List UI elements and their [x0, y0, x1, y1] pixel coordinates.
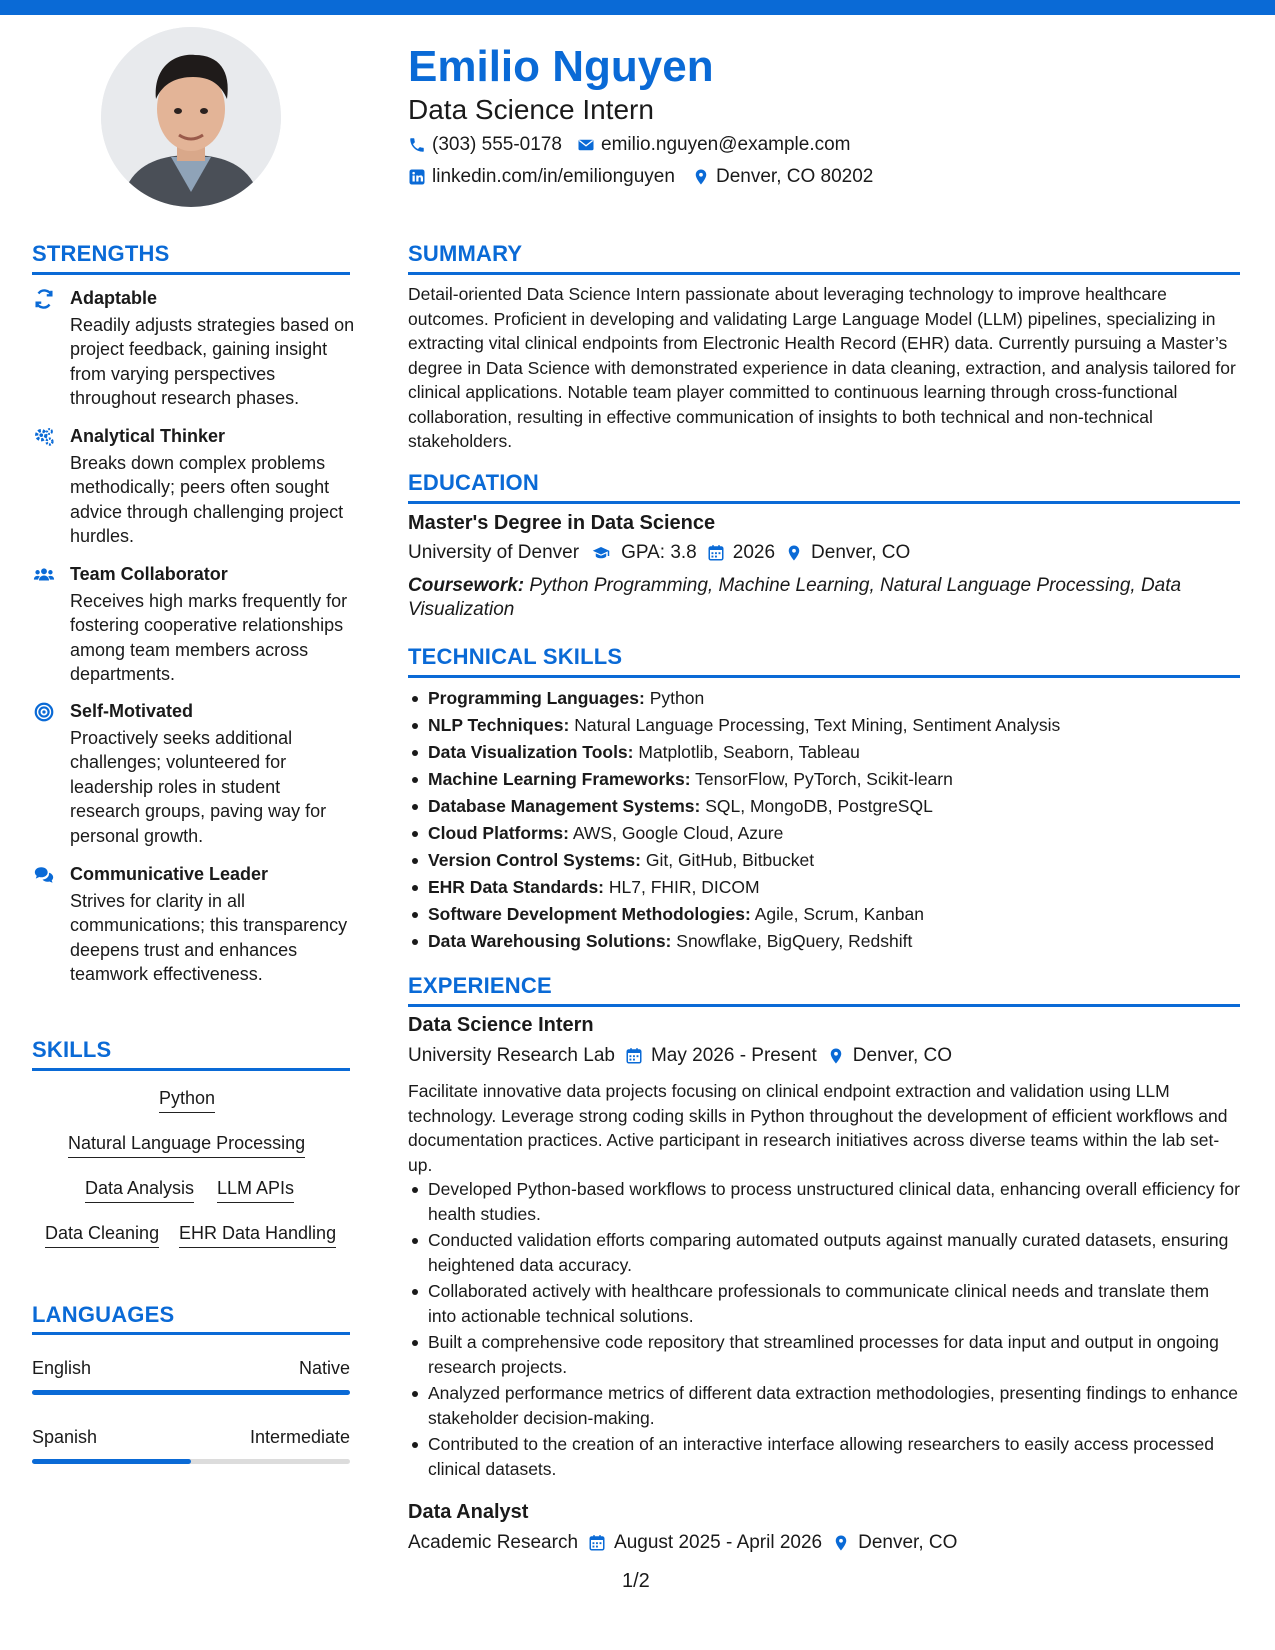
- skill-values: TensorFlow, PyTorch, Scikit-learn: [695, 769, 953, 789]
- candidate-title: Data Science Intern: [408, 94, 654, 125]
- strength-title: Analytical Thinker: [70, 426, 226, 446]
- job-dates: May 2026 - Present: [650, 1045, 817, 1066]
- skill-values: Snowflake, BigQuery, Redshift: [676, 931, 913, 951]
- technical-skill-item: [428, 712, 1240, 739]
- top-accent-bar: [0, 0, 1275, 15]
- technical-skill-item: [428, 685, 1240, 712]
- skill-category: Version Control Systems:: [428, 850, 641, 870]
- job-bullet: Collaborated actively with healthcare professionals to communicate clinical needs and translate them into actionable technical solutions.: [428, 1279, 1240, 1328]
- technical-skill-item: [428, 901, 1240, 928]
- job-bullet: Developed Python-based workflows to process unstructured clinical data, enhancing overall efficiency for health studies.: [428, 1177, 1240, 1226]
- technical-skill-item: [428, 847, 1240, 874]
- strengths-heading: STRENGTHS: [32, 241, 170, 266]
- strength-text: Strives for clarity in all communications; this transparency deepens trust and enhances teamwork effectiveness.: [70, 891, 348, 985]
- skill-values: Python: [649, 688, 705, 708]
- skills-rule: [32, 1068, 350, 1071]
- school-location: Denver, CO: [811, 542, 911, 563]
- coursework-label: Coursework:: [408, 575, 525, 596]
- education-heading: EDUCATION: [408, 470, 539, 495]
- map-pin-icon: [785, 544, 803, 562]
- skill-category: EHR Data Standards:: [428, 877, 605, 897]
- job-description: Facilitate innovative data projects focusing on clinical endpoint extraction and validation using LLM technology. Leverage strong coding skills in Python throughout the development of efficient workflows and documentation practices. Active participant in research initiatives across diverse teams within the lab set-up.: [408, 1081, 1228, 1175]
- language-row: [32, 1358, 350, 1379]
- strength-title: Team Collaborator: [70, 564, 228, 584]
- strength-title: Self-Motivated: [70, 701, 194, 721]
- coursework: [408, 574, 1238, 622]
- phone-text: (303) 555-0178: [432, 134, 562, 155]
- job-org: University Research Lab: [408, 1045, 615, 1066]
- languages-rule: [32, 1332, 350, 1335]
- skill-values: Matplotlib, Seaborn, Tableau: [638, 742, 860, 762]
- language-level: Native: [298, 1358, 350, 1378]
- skill-category: NLP Techniques:: [428, 715, 570, 735]
- technical-skill-item: [428, 874, 1240, 901]
- job-bullet: Analyzed performance metrics of different data extraction methodologies, presenting findings to enhance stakeholder decision-making.: [428, 1381, 1240, 1430]
- strength-title: Communicative Leader: [70, 864, 269, 884]
- language-name: Spanish: [32, 1427, 98, 1447]
- language-bar: [32, 1390, 350, 1395]
- skill-category: Programming Languages:: [428, 688, 645, 708]
- language-level: Intermediate: [249, 1427, 350, 1447]
- job-bullets: [408, 1177, 1240, 1483]
- target-icon: [33, 701, 55, 723]
- experience-heading: EXPERIENCE: [408, 973, 552, 998]
- linkedin-icon: [408, 168, 426, 186]
- graduation-cap-icon: [589, 544, 613, 562]
- skill-values: SQL, MongoDB, PostgreSQL: [705, 796, 933, 816]
- job-title: Data Science Intern: [408, 1014, 594, 1036]
- skill-category: Database Management Systems:: [428, 796, 701, 816]
- job-meta: [408, 1532, 957, 1554]
- skill-values: Natural Language Processing, Text Mining, Sentiment Analysis: [574, 715, 1061, 735]
- calendar-icon: [588, 1534, 606, 1552]
- email-icon: [577, 136, 595, 154]
- language-row: [32, 1427, 350, 1448]
- comments-icon: [33, 864, 55, 886]
- job-location: Denver, CO: [858, 1532, 958, 1553]
- candidate-name: Emilio Nguyen: [408, 42, 714, 91]
- job-title: Data Analyst: [408, 1501, 529, 1523]
- job-location: Denver, CO: [852, 1045, 953, 1066]
- strength-text: Breaks down complex problems methodically; peers often sought advice through challenging project hurdles.: [70, 453, 344, 547]
- language-bar: [32, 1459, 350, 1464]
- language-bar-fill: [32, 1459, 191, 1464]
- education-rule: [408, 501, 1240, 504]
- skill-chip: Python: [159, 1088, 215, 1113]
- technical-skills-list: [408, 685, 1240, 955]
- skill-chip: Data Cleaning: [45, 1223, 159, 1248]
- technical-skills-heading: TECHNICAL SKILLS: [408, 644, 623, 669]
- page-indicator: 1/2: [622, 1570, 650, 1592]
- email-contact[interactable]: [577, 134, 851, 156]
- skill-chip: EHR Data Handling: [179, 1223, 336, 1248]
- strength-text: Readily adjusts strategies based on project feedback, gaining insight from varying perspectives throughout research phases.: [70, 315, 355, 409]
- technical-skills-rule: [408, 675, 1240, 678]
- technical-skill-item: [428, 739, 1240, 766]
- job-dates: August 2025 - April 2026: [614, 1532, 823, 1553]
- linkedin-contact[interactable]: [408, 166, 675, 188]
- technical-skill-item: [428, 820, 1240, 847]
- skill-category: Software Development Methodologies:: [428, 904, 751, 924]
- job-bullet: Built a comprehensive code repository that streamlined processes for data input and output in ongoing research projects.: [428, 1330, 1240, 1379]
- technical-skill-item: [428, 766, 1240, 793]
- map-pin-icon: [827, 1047, 845, 1065]
- summary-rule: [408, 272, 1240, 275]
- school-name: University of Denver: [408, 542, 580, 563]
- summary-heading: SUMMARY: [408, 241, 523, 266]
- languages-heading: LANGUAGES: [32, 1302, 175, 1327]
- map-pin-icon: [692, 168, 710, 186]
- phone-icon: [408, 136, 426, 154]
- linkedin-text: linkedin.com/in/emilionguyen: [432, 166, 675, 187]
- calendar-icon: [625, 1047, 643, 1065]
- location-text: Denver, CO 80202: [716, 166, 874, 187]
- strength-text: Receives high marks frequently for fostering cooperative relationships among team members across departments.: [70, 591, 348, 685]
- skill-chip: LLM APIs: [217, 1178, 294, 1203]
- skill-values: AWS, Google Cloud, Azure: [572, 823, 784, 843]
- graduation-year: 2026: [732, 542, 776, 563]
- technical-skill-item: [428, 928, 1240, 955]
- users-icon: [33, 564, 55, 586]
- skill-values: HL7, FHIR, DICOM: [608, 877, 760, 897]
- language-name: English: [32, 1358, 92, 1378]
- experience-rule: [408, 1004, 1240, 1007]
- skill-values: Agile, Scrum, Kanban: [754, 904, 924, 924]
- profile-photo: [101, 27, 281, 207]
- skill-category: Data Visualization Tools:: [428, 742, 634, 762]
- skill-chip: Natural Language Processing: [68, 1133, 305, 1158]
- skills-heading: SKILLS: [32, 1037, 112, 1062]
- job-bullet: Conducted validation efforts comparing automated outputs against manually curated datasets, ensuring heightened data accuracy.: [428, 1228, 1240, 1277]
- strength-text: Proactively seeks additional challenges; volunteered for leadership roles in student research groups, paving way for personal growth.: [70, 728, 327, 846]
- refresh-icon: [33, 288, 55, 310]
- skill-values: Git, GitHub, Bitbucket: [645, 850, 815, 870]
- map-pin-icon: [832, 1534, 850, 1552]
- coursework-list: Python Programming, Machine Learning, Natural Language Processing, Data Visualization: [408, 575, 1182, 620]
- summary-text: Detail-oriented Data Science Intern passionate about leveraging technology to improve healthcare outcomes. Proficient in developing and validating Large Language Model (LLM) pipelines, specializing in extracting vital clinical endpoints from Electronic Health Record (EHR) data. Currently pursuing a Master’s degree in Data Science with demonstrated experience in data cleaning, extraction, and analysis tailored for clinical applications. Notable team player committed to continuous learning through cross-functional collaboration, resulting in effective communication of insights to both technical and non-technical stakeholders.: [408, 284, 1236, 451]
- education-meta: [408, 542, 910, 564]
- phone-contact[interactable]: [408, 134, 562, 156]
- technical-skill-item: [428, 793, 1240, 820]
- job-org: Academic Research: [408, 1532, 579, 1553]
- strength-title: Adaptable: [70, 288, 158, 308]
- calendar-icon: [707, 544, 725, 562]
- degree-title: Master's Degree in Data Science: [408, 512, 716, 534]
- gpa-text: GPA: 3.8: [621, 542, 697, 563]
- gears-icon: [33, 426, 55, 448]
- job-meta: [408, 1045, 952, 1067]
- skill-chip: Data Analysis: [85, 1178, 194, 1203]
- location-contact: [692, 166, 873, 188]
- strengths-rule: [32, 272, 350, 275]
- skill-category: Machine Learning Frameworks:: [428, 769, 691, 789]
- job-bullet: Contributed to the creation of an interactive interface allowing researchers to easily access processed clinical datasets.: [428, 1432, 1240, 1481]
- skill-category: Cloud Platforms:: [428, 823, 569, 843]
- email-text: emilio.nguyen@example.com: [601, 134, 851, 155]
- language-bar-fill: [32, 1390, 350, 1395]
- skill-category: Data Warehousing Solutions:: [428, 931, 672, 951]
